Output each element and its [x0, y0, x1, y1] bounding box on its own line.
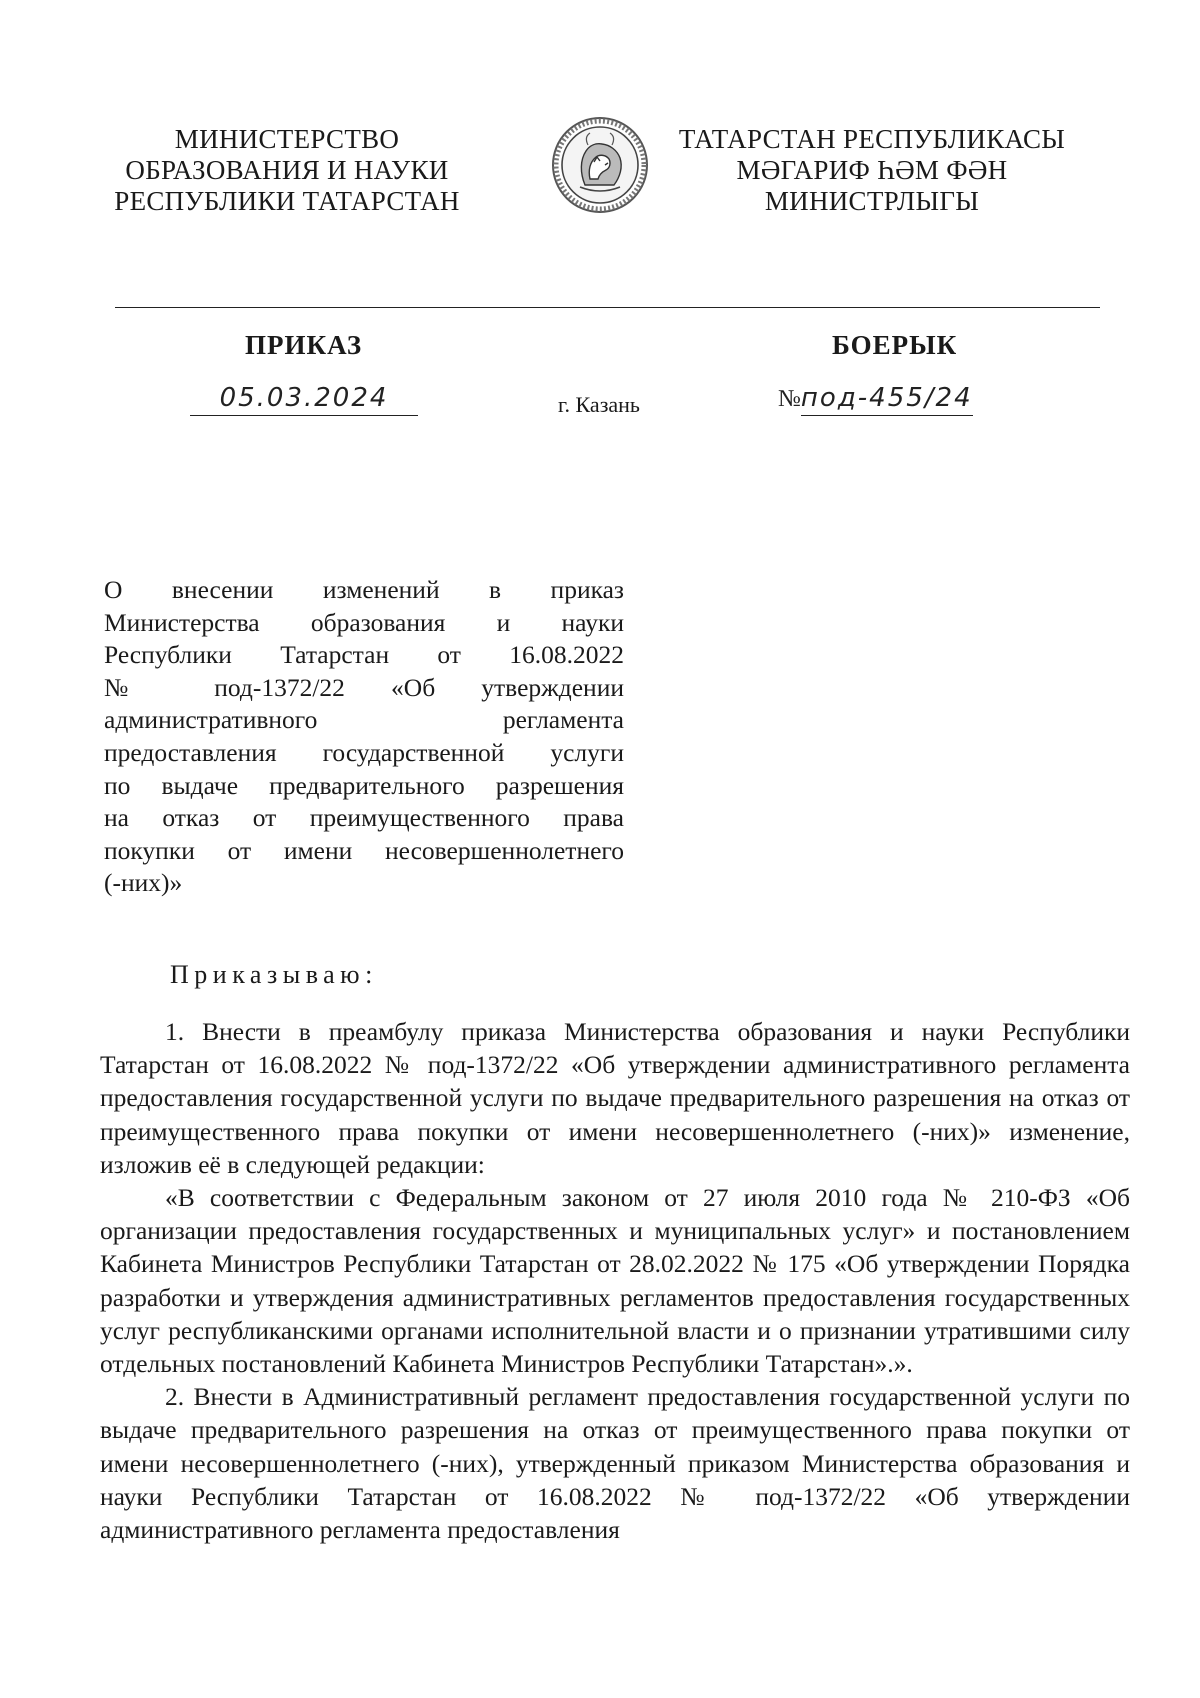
ministry-name-line: МИНИСТЕРСТВО	[174, 124, 400, 154]
body-paragraph: 1. Внести в преамбулу приказа Министерства образования и науки Республики Татарстан от 16.08.2022 № под-1372/22 «Об утверждении административного регламента предоставления государственной услуги по выдаче предварительного разрешения на отказ от преимущественного права покупки от имени несовершеннолетнего (-них)» изменение, изложив её в следующей редакции:	[100, 1017, 1130, 1179]
subject-line: по выдаче предварительного разрешения	[104, 770, 624, 800]
handwritten-number: под-455/24	[801, 383, 973, 416]
ministry-name-line: МӘГАРИФ ҺӘМ ФӘН	[736, 155, 1008, 185]
order-directive: Приказываю:	[170, 960, 378, 989]
subject-line: предоставления государственной услуги	[104, 737, 624, 767]
order-subject	[104, 574, 624, 900]
subject-line: покупки от имени несовершеннолетнего	[104, 835, 624, 865]
header-divider	[115, 307, 1100, 308]
doc-type-tatar: БОЕРЫК	[832, 330, 958, 360]
order-body	[100, 1015, 1130, 1546]
doc-type-russian: ПРИКАЗ	[245, 330, 363, 360]
subject-line: административного регламента	[104, 705, 624, 735]
ministry-name-line: РЕСПУБЛИКИ ТАТАРСТАН	[114, 186, 460, 216]
handwritten-date: 05.03.2024	[190, 383, 418, 416]
ministry-name-tatar	[672, 124, 1072, 217]
number-sign: №	[778, 386, 801, 412]
subject-line: на отказ от преимущественного права	[104, 803, 624, 833]
ministry-name-russian	[87, 124, 487, 217]
subject-line: № под-1372/22 «Об утверждении	[104, 672, 624, 702]
ministry-name-line: МИНИСТРЛЫГЫ	[764, 186, 980, 216]
city-label: г. Казань	[558, 392, 640, 417]
subject-line: Министерства образования и науки	[104, 607, 624, 637]
ministry-name-line: ОБРАЗОВАНИЯ И НАУКИ	[125, 155, 449, 185]
subject-line: Республики Татарстан от 16.08.2022	[104, 640, 624, 670]
ministry-name-line: ТАТАРСТАН РЕСПУБЛИКАСЫ	[678, 124, 1066, 154]
coat-of-arms-icon	[550, 115, 650, 215]
body-paragraph: «В соответствии с Федеральным законом от 27 июля 2010 года № 210-ФЗ «Об организации предоставления государственных и муниципальных услуг» и постановлением Кабинета Министров Республики Татарстан от 28.02.2022 № 175 «Об утверждении Порядка разработки и утверждения административных регламентов предоставления государственных услуг республиканскими органами исполнительной власти и о признании утратившими силу отдельных постановлений Кабинета Министров Республики Татарстан».».	[100, 1183, 1130, 1379]
subject-line: (-них)»	[104, 868, 183, 898]
order-number	[778, 383, 973, 413]
body-paragraph: 2. Внести в Административный регламент предоставления государственной услуги по выдаче предварительного разрешения на отказ от преимущественного права покупки от имени несовершеннолетнего (-них), утвержденный приказом Министерства образования и науки Республики Татарстан от 16.08.2022 № под-1372/22 «Об утверждении административного регламента предоставления	[100, 1382, 1130, 1545]
subject-line: О внесении изменений в приказ	[104, 575, 624, 604]
